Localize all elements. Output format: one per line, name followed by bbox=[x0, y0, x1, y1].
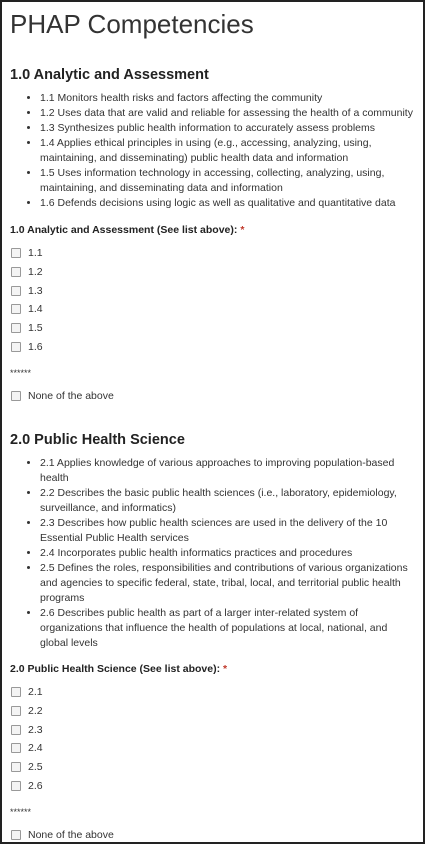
checkbox[interactable] bbox=[11, 706, 21, 716]
section-heading-analytic: 1.0 Analytic and Assessment bbox=[10, 67, 209, 83]
list-item: • 1.2 Uses data that are valid and reliable for assessing the health of a community bbox=[40, 106, 415, 121]
checkbox[interactable] bbox=[11, 781, 21, 791]
checkbox-group-public-health-science bbox=[10, 683, 415, 795]
option-label: None of the above bbox=[28, 390, 114, 403]
question-label-text: 2.0 Public Health Science (See list above): bbox=[10, 662, 221, 675]
checkbox[interactable] bbox=[11, 830, 21, 840]
option-label: 1.5 bbox=[28, 322, 43, 335]
option-label: 2.4 bbox=[28, 742, 43, 755]
option-label: 2.6 bbox=[28, 779, 43, 792]
option-label: 1.4 bbox=[28, 303, 43, 316]
required-marker: * bbox=[240, 224, 245, 236]
checkbox[interactable] bbox=[11, 323, 21, 333]
competency-list-public-health-science bbox=[10, 456, 415, 651]
list-item: • 1.3 Synthesizes public health information to accurately assess problems bbox=[40, 121, 415, 136]
competency-list-analytic bbox=[10, 91, 415, 211]
option-1-6[interactable] bbox=[10, 337, 415, 356]
option-1-4[interactable] bbox=[10, 300, 415, 319]
option-none-public-health-science[interactable] bbox=[10, 826, 415, 844]
option-2-3[interactable] bbox=[10, 720, 415, 739]
option-label: 1.6 bbox=[28, 340, 43, 353]
option-label: 2.2 bbox=[28, 704, 43, 717]
checkbox[interactable] bbox=[11, 725, 21, 735]
option-2-1[interactable] bbox=[10, 683, 415, 702]
list-item: • 2.4 Incorporates public health informatics practices and procedures bbox=[40, 546, 415, 561]
option-1-2[interactable] bbox=[10, 263, 415, 282]
checkbox[interactable] bbox=[11, 286, 21, 296]
list-item: • 1.4 Applies ethical principles in using (e.g., accessing, analyzing, using, maintaining, and disseminating) public health data and information bbox=[40, 136, 415, 166]
checkbox[interactable] bbox=[11, 391, 21, 401]
question-label-analytic bbox=[10, 224, 415, 236]
section-heading-public-health-science: 2.0 Public Health Science bbox=[10, 431, 185, 448]
list-item: • 2.6 Describes public health as part of a larger inter-related system of organizations that influence the health of populations at local, national, and global levels bbox=[40, 606, 415, 651]
checkbox[interactable] bbox=[11, 687, 21, 697]
separator-text: ****** bbox=[10, 368, 32, 379]
option-label: 1.1 bbox=[28, 247, 43, 260]
list-item: • 1.6 Defends decisions using logic as well as qualitative and quantitative data bbox=[40, 196, 415, 211]
option-label: 2.1 bbox=[28, 686, 43, 699]
checkbox[interactable] bbox=[11, 762, 21, 772]
list-item: • 1.1 Monitors health risks and factors affecting the community bbox=[40, 91, 415, 106]
list-item: • 1.5 Uses information technology in accessing, collecting, analyzing, using, maintaining, and disseminating data and information bbox=[40, 166, 415, 196]
required-marker: * bbox=[223, 662, 228, 675]
page-title: PHAP Competencies bbox=[10, 9, 254, 39]
option-label: 2.5 bbox=[28, 760, 43, 773]
option-label: 2.3 bbox=[28, 723, 43, 736]
option-none-analytic[interactable] bbox=[10, 387, 415, 406]
list-item: • 2.2 Describes the basic public health sciences (i.e., laboratory, epidemiology, surveillance, and informatics) bbox=[40, 486, 415, 516]
question-label-public-health-science bbox=[10, 663, 415, 675]
option-2-5[interactable] bbox=[10, 758, 415, 777]
checkbox[interactable] bbox=[11, 267, 21, 277]
option-1-3[interactable] bbox=[10, 281, 415, 300]
list-item: • 2.5 Defines the roles, responsibilities and contributions of various organizations and agencies to specific federal, state, tribal, local, and territorial public health programs bbox=[40, 561, 415, 606]
option-2-4[interactable] bbox=[10, 739, 415, 758]
option-1-1[interactable] bbox=[10, 244, 415, 263]
checkbox[interactable] bbox=[11, 342, 21, 352]
option-1-5[interactable] bbox=[10, 319, 415, 338]
checkbox[interactable] bbox=[11, 743, 21, 753]
question-label-text: 1.0 Analytic and Assessment (See list above): bbox=[10, 224, 238, 236]
checkbox[interactable] bbox=[11, 248, 21, 258]
option-label: 1.2 bbox=[28, 266, 43, 279]
option-2-6[interactable] bbox=[10, 776, 415, 795]
option-label: None of the above bbox=[28, 829, 114, 842]
list-item: • 2.1 Applies knowledge of various approaches to improving population-based health bbox=[40, 456, 415, 486]
checkbox-group-analytic bbox=[10, 244, 415, 356]
list-item: • 2.3 Describes how public health sciences are used in the delivery of the 10 Essential Public Health services bbox=[40, 516, 415, 546]
separator-text: ****** bbox=[10, 806, 32, 817]
option-label: 1.3 bbox=[28, 284, 43, 297]
checkbox[interactable] bbox=[11, 304, 21, 314]
option-2-2[interactable] bbox=[10, 702, 415, 721]
